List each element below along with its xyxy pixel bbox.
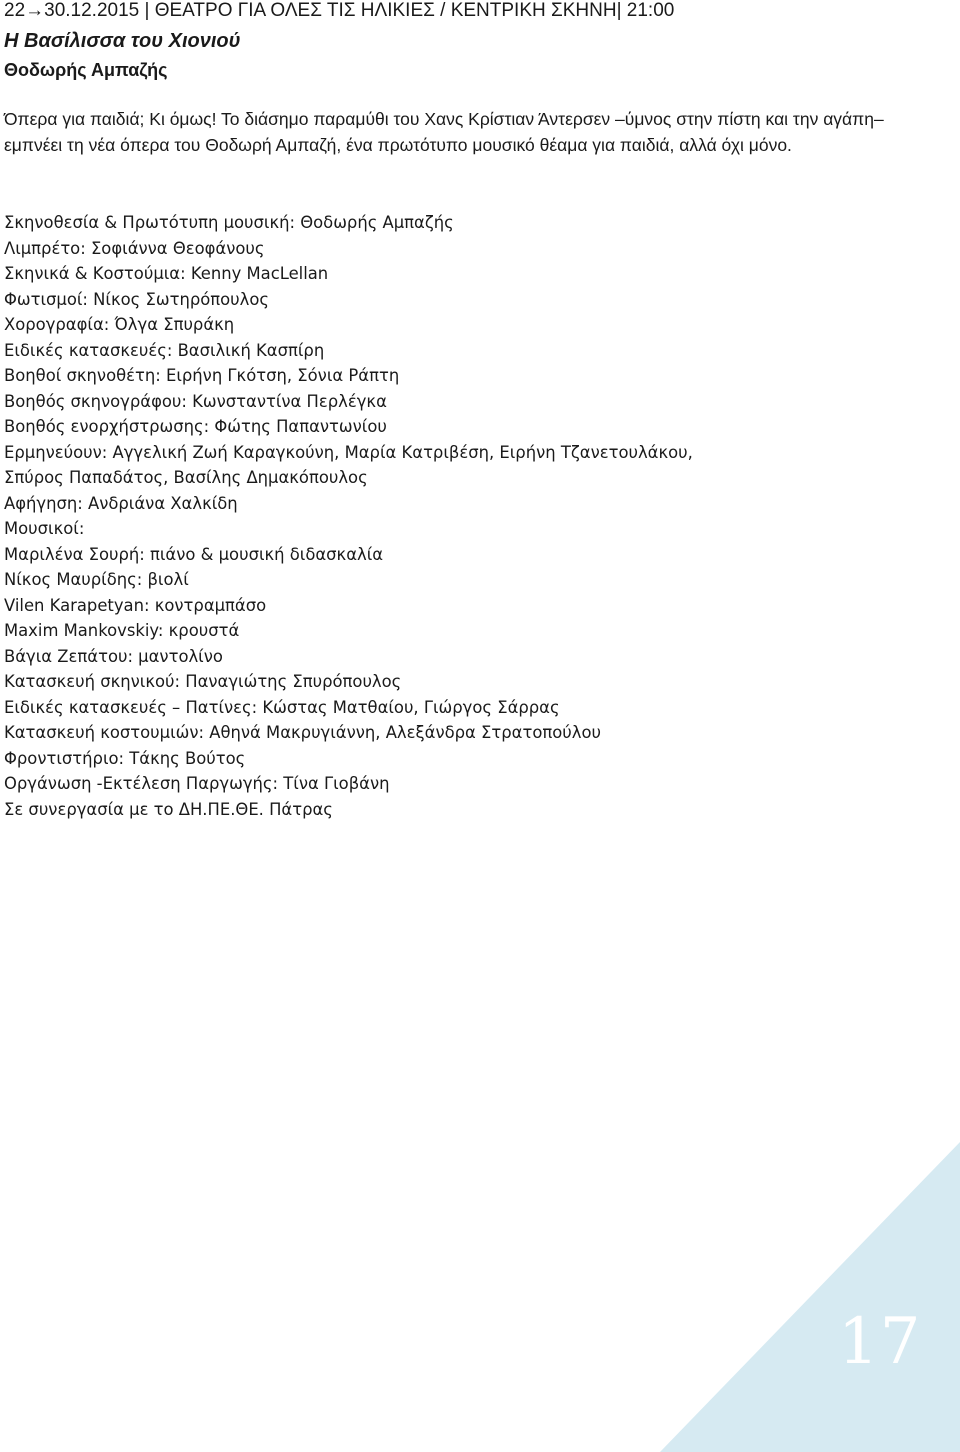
credit-line: Ειδικές κατασκευές: Βασιλική Κασπίρη [4,340,325,360]
event-date-venue: 22→30.12.2015 | ΘΕΑΤΡΟ ΓΙΑ ΟΛΕΣ ΤΙΣ ΗΛΙΚΙΕΣ / ΚΕΝΤΡΙΚΗ ΣΚΗΝΗ| 21:00 [4,0,675,21]
event-author: Θοδωρής Αμπαζής [4,60,168,80]
credit-line: Κατασκευή σκηνικού: Παναγιώτης Σπυρόπουλος [4,672,402,691]
credit-line: Ερμηνεύουν: Αγγελική Ζωή Καραγκούνη, Μαρία Κατριβέση, Ειρήνη Τζανετουλάκου, [4,442,693,462]
event-title: Η Βασίλισσα του Χιονιού [4,30,241,52]
credit-line: Νίκος Μαυρίδης: βιολί [4,570,189,589]
credit-line: Βάγια Ζεπάτου: μαντολίνο [4,646,223,666]
credit-line: Οργάνωση -Εκτέλεση Παργωγής: Τίνα Γιοβάνη [4,774,390,793]
credit-line: Φωτισμοί: Νίκος Σωτηρόπουλος [4,289,269,309]
intro-paragraph: Όπερα για παιδιά; Κι όμως! Το διάσημο παραμύθι του Χανς Κρίστιαν Άντερσεν –ύμνος στην πίστη και την αγάπη– εμπνέει τη νέα όπερα του Θοδωρή Αμπαζή, ένα πρωτότυπο μουσικό θέαμα για παιδιά, αλλά όχι μόνο. [4,109,884,155]
credit-line: Σκηνικά & Κοστούμια: Kenny MacLellan [4,264,329,283]
credit-line: Αφήγηση: Ανδριάνα Χαλκίδη [4,493,238,513]
credit-line: Μουσικοί: [4,519,85,538]
credit-line: Ειδικές κατασκευές – Πατίνες: Κώστας Ματθαίου, Γιώργος Σάρρας [4,697,560,717]
corner-wedge-decoration [660,1142,960,1452]
credit-line: Σε συνεργασία με το ΔΗ.ΠΕ.ΘΕ. Πάτρας [4,799,333,819]
credit-line: Σκηνοθεσία & Πρωτότυπη μουσική: Θοδωρής Αμπαζής [4,213,454,232]
event-header [4,0,954,83]
credit-line: Μαριλένα Σουρή: πιάνο & μουσική διδασκαλία [4,544,384,564]
credit-line: Maxim Mankovskiy: κρουστά [4,621,240,640]
credit-line: Χορογραφία: Όλγα Σπυράκη [4,315,235,334]
credit-line: Φροντιστήριο: Τάκης Βούτος [4,748,246,768]
credit-line: Κατασκευή κοστουμιών: Αθηνά Μακρυγιάννη, Αλεξάνδρα Στρατοπούλου [4,723,601,742]
credits-list [4,210,944,822]
credit-line: Σπύρος Παπαδάτος, Βασίλης Δημακόπουλος [4,468,368,487]
corner-wedge-shape [660,1142,960,1452]
page-number: 17 [838,1305,922,1379]
credit-line: Vilen Karapetyan: κοντραμπάσο [4,595,267,615]
credit-line: Λιμπρέτο: Σοφιάννα Θεοφάνους [4,238,265,258]
credit-line: Βοηθός σκηνογράφου: Κωνσταντίνα Περλέγκα [4,391,387,411]
credit-line: Βοηθοί σκηνοθέτη: Ειρήνη Γκότση, Σόνια Ράπτη [4,366,400,385]
credit-line: Βοηθός ενορχήστρωσης: Φώτης Παπαντωνίου [4,417,387,436]
